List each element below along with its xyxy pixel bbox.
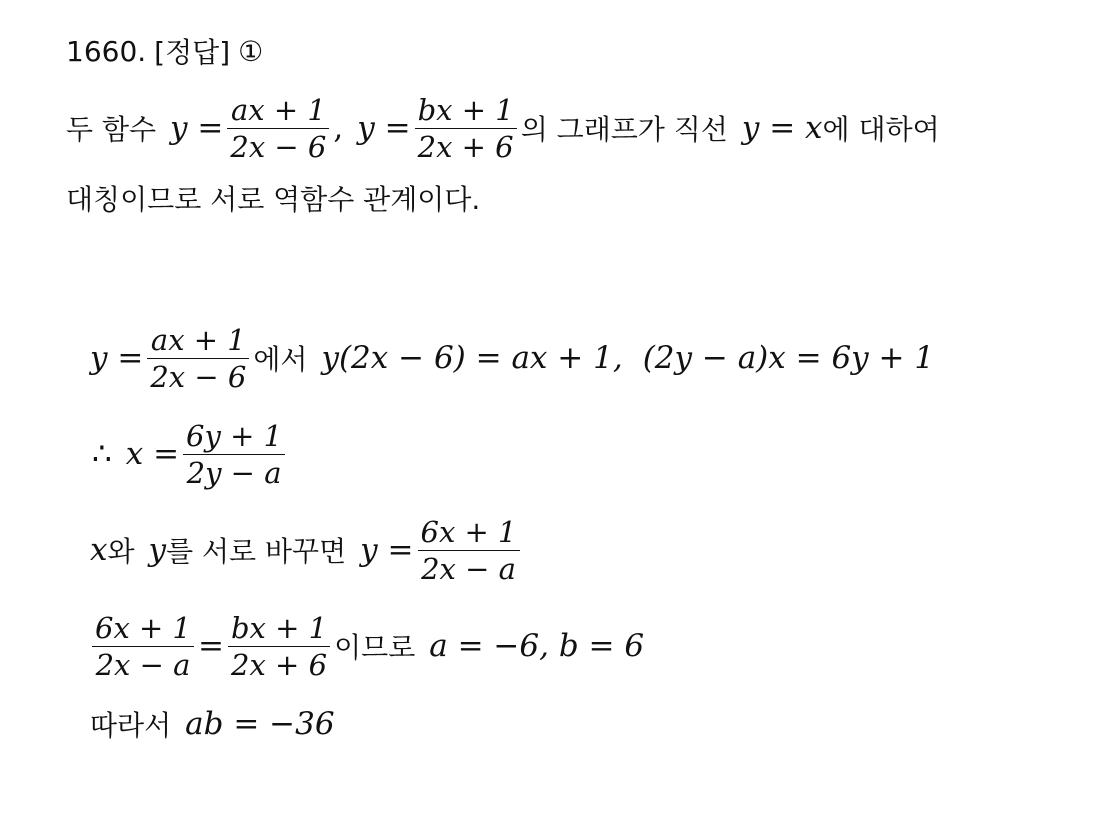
step-1-equation-2: (2y − a)x = 6y + 1 bbox=[642, 340, 935, 376]
step-4 bbox=[88, 606, 644, 686]
fraction-numerator: 6x + 1 bbox=[95, 610, 191, 645]
step-1-text: 에서 bbox=[253, 343, 308, 376]
variable-x: x bbox=[90, 532, 108, 568]
step-3-lhs: y = bbox=[360, 532, 414, 568]
line-equation: y = x bbox=[741, 110, 823, 146]
fraction-denominator: 2x − 6 bbox=[150, 359, 247, 394]
step-2-lhs: x = bbox=[125, 436, 180, 472]
function-1-fraction bbox=[227, 92, 329, 165]
fraction-numerator: bx + 1 bbox=[417, 92, 514, 127]
function-2-fraction bbox=[415, 92, 517, 165]
step-3-text-2: 를 서로 바꾸면 bbox=[166, 535, 347, 568]
fraction-numerator: 6y + 1 bbox=[186, 418, 283, 453]
step-4-right-fraction bbox=[228, 610, 330, 683]
step-4-left-fraction bbox=[92, 610, 194, 683]
step-1-fraction bbox=[147, 322, 249, 395]
fraction-denominator: 2x − a bbox=[95, 647, 191, 682]
step-5 bbox=[90, 702, 335, 746]
step-1-lhs: y = bbox=[90, 340, 144, 376]
step-2 bbox=[92, 414, 289, 494]
fraction-numerator: ax + 1 bbox=[150, 322, 246, 357]
final-answer: ab = −36 bbox=[185, 706, 335, 742]
intro-line-2 bbox=[66, 178, 480, 218]
function-2-lhs: y = bbox=[357, 110, 411, 146]
fraction-denominator: 2x − 6 bbox=[230, 129, 327, 164]
fraction-denominator: 2y − a bbox=[186, 455, 282, 490]
answer-label: [정답] bbox=[154, 36, 231, 69]
problem-number: 1660. bbox=[66, 34, 147, 68]
step-5-text: 따라서 bbox=[90, 709, 172, 742]
equals-sign: = bbox=[198, 628, 224, 664]
fraction-denominator: 2x + 6 bbox=[231, 647, 328, 682]
fraction-denominator: 2x + 6 bbox=[417, 129, 514, 164]
step-4-text: 이므로 bbox=[334, 631, 416, 664]
step-2-fraction bbox=[183, 418, 285, 491]
therefore-symbol: ∴ bbox=[92, 436, 112, 472]
intro-text-1: 두 함수 bbox=[66, 113, 157, 146]
intro-text-4: 대칭이므로 서로 역함수 관계이다. bbox=[66, 183, 481, 216]
step-3-fraction bbox=[418, 514, 520, 587]
answer-symbol: ① bbox=[238, 34, 264, 68]
fraction-numerator: bx + 1 bbox=[230, 610, 328, 645]
intro-text-2: 의 그래프가 직선 bbox=[520, 113, 728, 146]
function-1-lhs: y = bbox=[170, 110, 224, 146]
intro-text-3: 에 대하여 bbox=[822, 113, 940, 146]
fraction-numerator: 6x + 1 bbox=[420, 514, 517, 549]
step-4-result: a = −6, b = 6 bbox=[429, 628, 645, 664]
fraction-numerator: ax + 1 bbox=[230, 92, 326, 127]
variable-y: y bbox=[148, 532, 167, 568]
fraction-denominator: 2x − a bbox=[421, 551, 516, 586]
step-3-text-1: 와 bbox=[107, 535, 135, 568]
intro-line-1 bbox=[66, 88, 940, 168]
answer-header bbox=[66, 30, 263, 72]
step-1-equation-1: y(2x − 6) = ax + 1, bbox=[321, 340, 623, 376]
step-1 bbox=[90, 318, 934, 398]
comma: , bbox=[333, 110, 344, 146]
step-3 bbox=[90, 510, 524, 590]
